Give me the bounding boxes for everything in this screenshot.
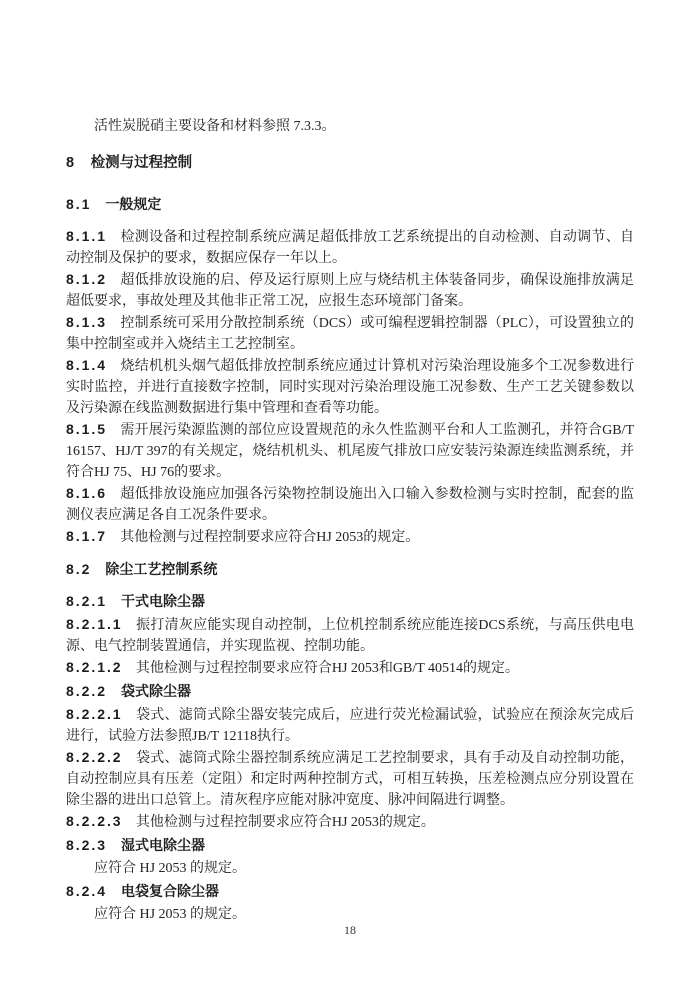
subsection-title: 干式电除尘器 [120,593,205,609]
clause-number: 8.2.2.3 [66,813,123,829]
subsection-heading-8-2-3 [66,835,634,856]
clause-8-1-5 [66,419,634,483]
section-title: 一般规定 [105,196,162,212]
clause-number: 8.1.1 [66,228,107,244]
paragraph-hj2053-ref-2: 应符合 HJ 2053 的规定。 [94,907,247,922]
clause-text: 检测设备和过程控制系统应满足超低排放工艺系统提出的自动检测、自动调节、自动控制及保护的要求，数据应保存一年以上。 [66,230,634,266]
clause-text: 振打清灰应能实现自动控制，上位机控制系统应能连接DCS系统，与高压供电电源、电气控制装置通信，并实现监视、控制功能。 [66,618,634,654]
clause-number: 8.2.2.2 [66,749,123,765]
clause-8-1-3 [66,312,634,355]
clause-8-1-1 [66,226,634,269]
clause-text: 控制系统可采用分散控制系统（DCS）或可编程逻辑控制器（PLC），可设置独立的集中控制室或并入烧结主工艺控制室。 [66,316,634,352]
section-number: 8.1 [66,196,92,212]
subsection-number: 8.2.4 [66,883,107,899]
subsection-title: 湿式电除尘器 [120,837,205,853]
chapter-number: 8 [66,155,77,171]
clause-8-1-4 [66,355,634,419]
clause-number: 8.1.2 [66,271,107,287]
clause-text: 超低排放设施应加强各污染物控制设施出入口输入参数检测与实时控制，配套的监测仪表应满足各自工况条件要求。 [66,487,634,523]
clause-number: 8.2.1.1 [66,616,123,632]
clause-number: 8.2.1.2 [66,659,123,675]
section-title: 除尘工艺控制系统 [105,561,218,577]
clause-8-2-2-2 [66,747,634,811]
clause-8-1-2 [66,269,634,312]
clause-text: 其他检测与过程控制要求应符合HJ 2053和GB/T 40514的规定。 [135,661,520,676]
subsection-heading-8-2-4 [66,881,634,902]
clause-text: 其他检测与过程控制要求应符合HJ 2053的规定。 [120,530,420,545]
clause-text: 袋式、滤筒式除尘器控制系统应满足工艺控制要求，具有手动及自动控制功能，自动控制应具有压差（定阻）和定时两种控制方式，可相互转换，压差检测点应分别设置在除尘器的进出口总管上。清灰程序应能对脉冲宽度、脉冲间隔进行调整。 [66,751,634,808]
subsection-number: 8.2.1 [66,593,107,609]
section-heading-8-2 [66,559,634,580]
subsection-title: 袋式除尘器 [120,683,191,699]
clause-number: 8.2.2.1 [66,706,123,722]
clause-text: 超低排放设施的启、停及运行原则上应与烧结机主体装备同步，确保设施排放满足超低要求，事故处理及其他非正常工况，应报生态环境部门备案。 [66,273,634,309]
clause-text: 其他检测与过程控制要求应符合HJ 2053的规定。 [135,815,435,830]
clause-number: 8.1.3 [66,314,107,330]
paragraph-hj2053-ref-1: 应符合 HJ 2053 的规定。 [94,861,247,876]
subsection-heading-8-2-2 [66,681,634,702]
clause-number: 8.1.5 [66,421,107,437]
paragraph-activated-carbon-ref: 活性炭脱硝主要设备和材料参照 7.3.3。 [94,119,336,134]
subsection-title: 电袋复合除尘器 [120,883,219,899]
clause-8-2-1-1 [66,614,634,657]
clause-number: 8.1.4 [66,357,107,373]
clause-8-2-2-1 [66,704,634,747]
clause-text: 袋式、滤筒式除尘器安装完成后，应进行荧光检漏试验，试验应在预涂灰完成后进行，试验方法参照JB/T 12118执行。 [66,708,634,744]
clause-text: 烧结机机头烟气超低排放控制系统应通过计算机对污染治理设施多个工况参数进行实时监控，并进行直接数字控制，同时实现对污染治理设施工况参数、生产工艺关键参数以及污染源在线监测数据进行集中管理和查看等功能。 [66,359,634,416]
subsection-heading-8-2-1 [66,591,634,612]
subsection-number: 8.2.3 [66,837,107,853]
clause-8-1-6 [66,483,634,526]
clause-8-1-7 [66,526,634,548]
clause-number: 8.1.7 [66,528,107,544]
page-number: 18 [344,923,356,937]
clause-number: 8.1.6 [66,485,107,501]
clause-text: 需开展污染源监测的部位应设置规范的永久性监测平台和人工监测孔，并符合GB/T 16157、HJ/T 397的有关规定，烧结机机头、机尾废气排放口应安装污染源连续监测系统，并符合HJ 75、HJ 76的要求。 [66,423,634,480]
chapter-heading-8 [66,153,634,174]
clause-8-2-1-2 [66,657,634,679]
subsection-number: 8.2.2 [66,683,107,699]
clause-8-2-2-3 [66,811,634,833]
section-number: 8.2 [66,561,92,577]
document-content [66,116,634,925]
chapter-title: 检测与过程控制 [90,155,193,171]
section-heading-8-1 [66,194,634,215]
